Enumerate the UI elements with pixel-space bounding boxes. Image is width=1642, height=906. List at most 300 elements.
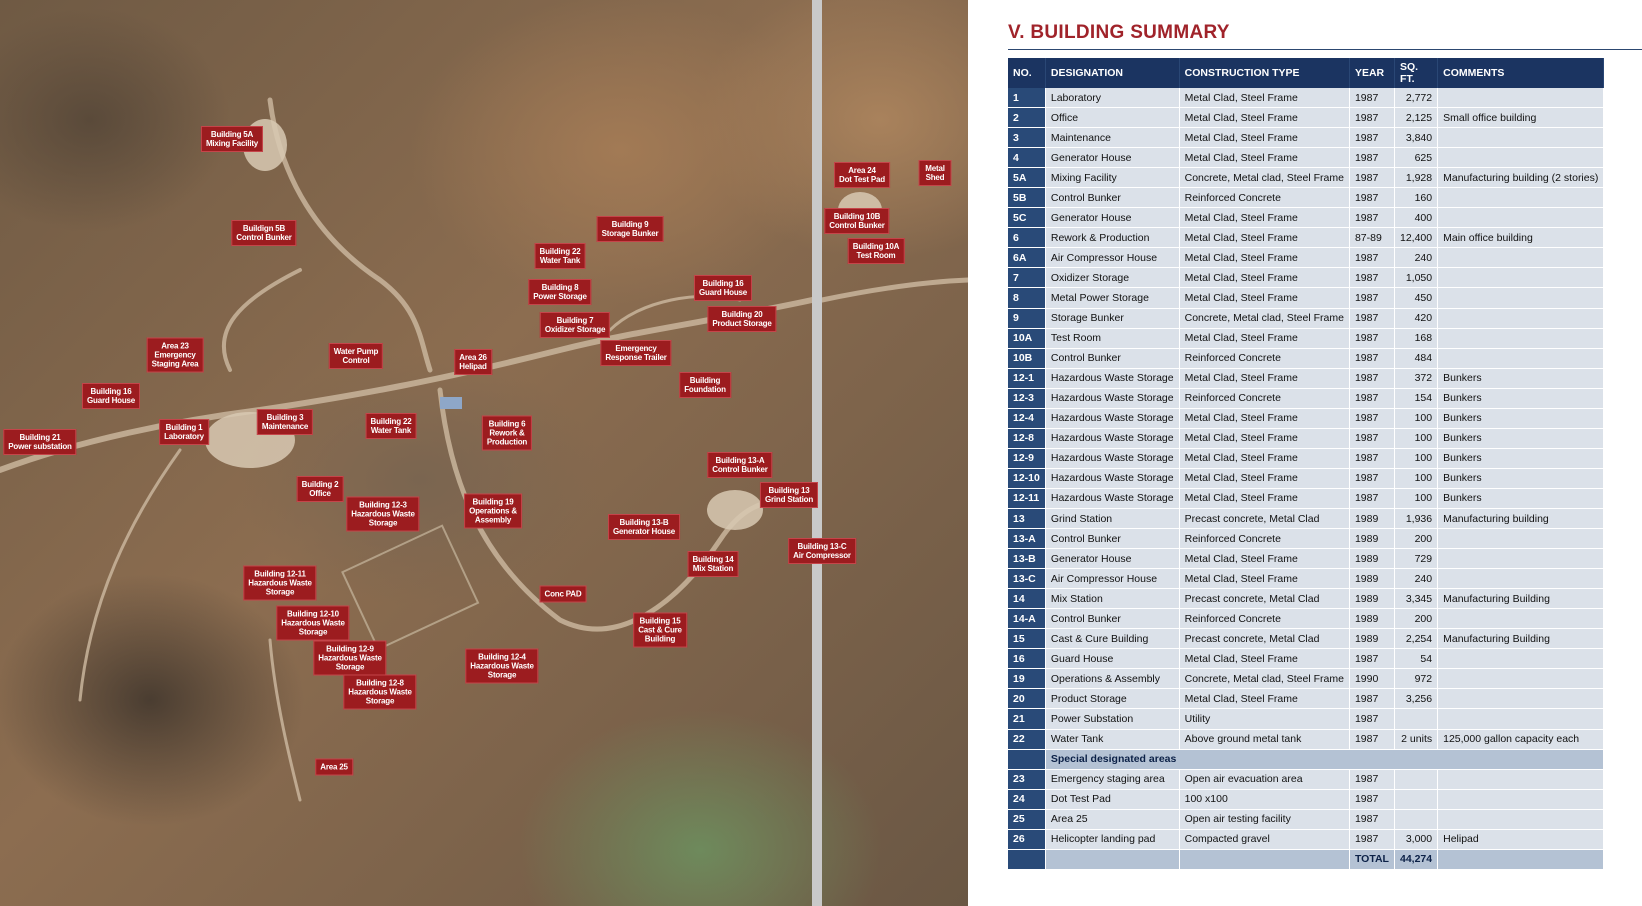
cell-designation: Grind Station: [1046, 509, 1180, 529]
cell-comments: [1438, 689, 1604, 709]
table-row: [1008, 148, 1604, 168]
cell-designation: Metal Power Storage: [1046, 288, 1180, 308]
map-label: Building 19 Operations & Assembly: [464, 494, 522, 529]
table-row: [1008, 830, 1604, 850]
cell-sq-ft: 1,928: [1395, 168, 1438, 188]
map-label: Building 12-4 Hazardous Waste Storage: [465, 649, 538, 684]
cell-comments: Bunkers: [1438, 469, 1604, 489]
header-sq-ft: SQ. FT.: [1395, 58, 1438, 88]
map-label: Building 12-10 Hazardous Waste Storage: [276, 606, 349, 641]
cell-construction-type: Metal Clad, Steel Frame: [1180, 449, 1350, 469]
cell-comments: Bunkers: [1438, 489, 1604, 509]
map-label: Building 10A Test Room: [848, 238, 905, 264]
cell-no: 13-B: [1008, 549, 1046, 569]
cell-no: 26: [1008, 830, 1046, 850]
cell-comments: [1438, 569, 1604, 589]
cell-comments: Manufacturing Building: [1438, 629, 1604, 649]
cell-construction-type: Metal Clad, Steel Frame: [1180, 148, 1350, 168]
cell-designation: Hazardous Waste Storage: [1046, 409, 1180, 429]
cell-sq-ft: 420: [1395, 309, 1438, 329]
cell-no: 5A: [1008, 168, 1046, 188]
cell-construction-type: Metal Clad, Steel Frame: [1180, 208, 1350, 228]
total-spacer: [1046, 850, 1180, 870]
title-rule: [1008, 49, 1642, 50]
map-label: Building Foundation: [679, 372, 731, 398]
cell-construction-type: Open air evacuation area: [1180, 770, 1350, 790]
map-label: Building 20 Product Storage: [707, 306, 776, 332]
map-label: Metal Shed: [919, 160, 952, 186]
map-label: Building 6 Rework & Production: [482, 416, 532, 451]
cell-sq-ft: [1395, 709, 1438, 729]
table-header-row: [1008, 58, 1604, 88]
cell-designation: Generator House: [1046, 148, 1180, 168]
cell-comments: [1438, 128, 1604, 148]
cell-no: 12-1: [1008, 369, 1046, 389]
table-row: [1008, 309, 1604, 329]
total-spacer: [1180, 850, 1350, 870]
cell-year: 1987: [1350, 248, 1395, 268]
cell-construction-type: Precast concrete, Metal Clad: [1180, 589, 1350, 609]
table-row: [1008, 248, 1604, 268]
cell-designation: Maintenance: [1046, 128, 1180, 148]
cell-no: 10A: [1008, 329, 1046, 349]
cell-sq-ft: 372: [1395, 369, 1438, 389]
cell-no: 14-A: [1008, 609, 1046, 629]
cell-designation: Office: [1046, 108, 1180, 128]
table-row: [1008, 549, 1604, 569]
map-label: Building 16 Guard House: [82, 383, 140, 409]
cell-sq-ft: 200: [1395, 529, 1438, 549]
cell-no: 9: [1008, 309, 1046, 329]
cell-year: 1989: [1350, 569, 1395, 589]
cell-year: 1987: [1350, 188, 1395, 208]
cell-comments: [1438, 529, 1604, 549]
cell-construction-type: Precast concrete, Metal Clad: [1180, 509, 1350, 529]
map-label: Buildign 5B Control Bunker: [231, 220, 296, 246]
cell-sq-ft: 625: [1395, 148, 1438, 168]
cell-no: 14: [1008, 589, 1046, 609]
cell-no: 8: [1008, 288, 1046, 308]
cell-year: 1987: [1350, 88, 1395, 108]
cell-year: 1987: [1350, 709, 1395, 729]
map-label: Building 21 Power substation: [3, 429, 76, 455]
cell-comments: Manufacturing building (2 stories): [1438, 168, 1604, 188]
table-row: [1008, 609, 1604, 629]
cell-construction-type: Reinforced Concrete: [1180, 529, 1350, 549]
cell-construction-type: Precast concrete, Metal Clad: [1180, 629, 1350, 649]
cell-construction-type: Reinforced Concrete: [1180, 188, 1350, 208]
cell-comments: Bunkers: [1438, 369, 1604, 389]
cell-no: 12-3: [1008, 389, 1046, 409]
header-year: YEAR: [1350, 58, 1395, 88]
cell-no: 20: [1008, 689, 1046, 709]
table-row: [1008, 108, 1604, 128]
cell-no: 13: [1008, 509, 1046, 529]
cell-comments: Helipad: [1438, 830, 1604, 850]
cell-no: 23: [1008, 770, 1046, 790]
map-label: Building 8 Power Storage: [528, 279, 591, 305]
cell-sq-ft: 2,772: [1395, 88, 1438, 108]
cell-no: 21: [1008, 709, 1046, 729]
map-label: Building 13-C Air Compressor: [788, 538, 856, 564]
cell-construction-type: Reinforced Concrete: [1180, 389, 1350, 409]
total-row: [1008, 850, 1604, 870]
cell-no: 16: [1008, 649, 1046, 669]
cell-construction-type: Metal Clad, Steel Frame: [1180, 128, 1350, 148]
map-label: Building 7 Oxidizer Storage: [540, 312, 610, 338]
cell-designation: Air Compressor House: [1046, 248, 1180, 268]
cell-comments: Manufacturing building: [1438, 509, 1604, 529]
cell-comments: 125,000 gallon capacity each: [1438, 730, 1604, 750]
total-label: TOTAL: [1350, 850, 1395, 870]
cell-designation: Generator House: [1046, 208, 1180, 228]
table-row: [1008, 329, 1604, 349]
cell-year: 1987: [1350, 810, 1395, 830]
cell-designation: Air Compressor House: [1046, 569, 1180, 589]
table-row: [1008, 709, 1604, 729]
cell-designation: Rework & Production: [1046, 228, 1180, 248]
cell-sq-ft: 1,936: [1395, 509, 1438, 529]
map-label: Building 12-11 Hazardous Waste Storage: [243, 566, 316, 601]
cell-construction-type: Metal Clad, Steel Frame: [1180, 329, 1350, 349]
cell-construction-type: Metal Clad, Steel Frame: [1180, 469, 1350, 489]
cell-construction-type: Metal Clad, Steel Frame: [1180, 569, 1350, 589]
cell-no: 13-A: [1008, 529, 1046, 549]
cell-sq-ft: 100: [1395, 489, 1438, 509]
total-value: 44,274: [1395, 850, 1438, 870]
cell-year: 1989: [1350, 629, 1395, 649]
cell-comments: Bunkers: [1438, 429, 1604, 449]
cell-comments: [1438, 148, 1604, 168]
cell-sq-ft: 200: [1395, 609, 1438, 629]
map-label: Building 16 Guard House: [694, 275, 752, 301]
cell-year: 1987: [1350, 649, 1395, 669]
cell-designation: Dot Test Pad: [1046, 790, 1180, 810]
cell-no: 6: [1008, 228, 1046, 248]
cell-year: 1987: [1350, 730, 1395, 750]
cell-designation: Hazardous Waste Storage: [1046, 389, 1180, 409]
cell-construction-type: Concrete, Metal clad, Steel Frame: [1180, 309, 1350, 329]
cell-construction-type: Metal Clad, Steel Frame: [1180, 268, 1350, 288]
cell-construction-type: Metal Clad, Steel Frame: [1180, 649, 1350, 669]
cell-construction-type: Metal Clad, Steel Frame: [1180, 489, 1350, 509]
special-areas-label: Special designated areas: [1046, 750, 1605, 770]
cell-year: 1987: [1350, 108, 1395, 128]
table-row: [1008, 669, 1604, 689]
cell-no: 5B: [1008, 188, 1046, 208]
cell-sq-ft: 450: [1395, 288, 1438, 308]
table-row: [1008, 389, 1604, 409]
cell-year: 1989: [1350, 549, 1395, 569]
cell-construction-type: Metal Clad, Steel Frame: [1180, 88, 1350, 108]
cell-sq-ft: 240: [1395, 569, 1438, 589]
cell-comments: [1438, 188, 1604, 208]
table-body: [1008, 88, 1604, 870]
table-row: [1008, 128, 1604, 148]
map-label: Area 25: [315, 759, 353, 776]
cell-no: 10B: [1008, 349, 1046, 369]
cell-comments: [1438, 349, 1604, 369]
cell-sq-ft: 2 units: [1395, 730, 1438, 750]
cell-construction-type: Metal Clad, Steel Frame: [1180, 689, 1350, 709]
page-gutter: [812, 0, 822, 906]
cell-construction-type: Open air testing facility: [1180, 810, 1350, 830]
cell-designation: Power Substation: [1046, 709, 1180, 729]
cell-construction-type: Above ground metal tank: [1180, 730, 1350, 750]
cell-designation: Cast & Cure Building: [1046, 629, 1180, 649]
cell-year: 1987: [1350, 770, 1395, 790]
cell-designation: Area 25: [1046, 810, 1180, 830]
cell-year: 1987: [1350, 168, 1395, 188]
cell-year: 1987: [1350, 148, 1395, 168]
cell-designation: Hazardous Waste Storage: [1046, 369, 1180, 389]
table-row: [1008, 409, 1604, 429]
cell-sq-ft: 100: [1395, 429, 1438, 449]
section-title: V. BUILDING SUMMARY: [1008, 22, 1230, 43]
cell-year: 1987: [1350, 309, 1395, 329]
cell-sq-ft: 972: [1395, 669, 1438, 689]
cell-year: 1987: [1350, 329, 1395, 349]
header-comments: COMMENTS: [1438, 58, 1604, 88]
cell-sq-ft: 168: [1395, 329, 1438, 349]
cell-year: 1987: [1350, 429, 1395, 449]
cell-sq-ft: 2,254: [1395, 629, 1438, 649]
map-label: Area 26 Helipad: [454, 349, 492, 375]
map-label: Conc PAD: [540, 586, 587, 603]
header-construction-type: CONSTRUCTION TYPE: [1180, 58, 1350, 88]
cell-sq-ft: 100: [1395, 469, 1438, 489]
cell-no: 12-8: [1008, 429, 1046, 449]
cell-year: 1987: [1350, 409, 1395, 429]
cell-designation: Hazardous Waste Storage: [1046, 489, 1180, 509]
cell-comments: Small office building: [1438, 108, 1604, 128]
cell-designation: Control Bunker: [1046, 529, 1180, 549]
cell-year: 1987: [1350, 389, 1395, 409]
cell-designation: Storage Bunker: [1046, 309, 1180, 329]
cell-construction-type: Metal Clad, Steel Frame: [1180, 369, 1350, 389]
cell-year: 1987: [1350, 790, 1395, 810]
cell-no: 13-C: [1008, 569, 1046, 589]
cell-comments: [1438, 268, 1604, 288]
cell-year: 1989: [1350, 609, 1395, 629]
cell-no: 3: [1008, 128, 1046, 148]
table-row: [1008, 88, 1604, 108]
cell-construction-type: Metal Clad, Steel Frame: [1180, 228, 1350, 248]
table-row: [1008, 790, 1604, 810]
cell-sq-ft: 100: [1395, 409, 1438, 429]
cell-comments: [1438, 208, 1604, 228]
map-label: Building 12-3 Hazardous Waste Storage: [346, 497, 419, 532]
cell-designation: Hazardous Waste Storage: [1046, 429, 1180, 449]
cell-comments: Manufacturing Building: [1438, 589, 1604, 609]
table-row: [1008, 288, 1604, 308]
map-label: Building 9 Storage Bunker: [597, 216, 664, 242]
map-label: Building 1 Laboratory: [159, 419, 209, 445]
cell-year: 1987: [1350, 489, 1395, 509]
table-row: [1008, 188, 1604, 208]
table-row: [1008, 589, 1604, 609]
table-row: [1008, 689, 1604, 709]
cell-comments: Bunkers: [1438, 409, 1604, 429]
map-label: Emergency Response Trailer: [600, 340, 671, 366]
cell-no: 12-11: [1008, 489, 1046, 509]
cell-designation: Product Storage: [1046, 689, 1180, 709]
cell-construction-type: Metal Clad, Steel Frame: [1180, 288, 1350, 308]
cell-designation: Control Bunker: [1046, 188, 1180, 208]
cell-comments: Bunkers: [1438, 389, 1604, 409]
map-label: Building 12-8 Hazardous Waste Storage: [343, 675, 416, 710]
cell-sq-ft: 729: [1395, 549, 1438, 569]
header-designation: DESIGNATION: [1046, 58, 1180, 88]
special-areas-marker: [1008, 750, 1046, 770]
cell-construction-type: Reinforced Concrete: [1180, 349, 1350, 369]
map-label: Area 24 Dot Test Pad: [834, 162, 890, 188]
cell-construction-type: Compacted gravel: [1180, 830, 1350, 850]
cell-year: 1987: [1350, 349, 1395, 369]
cell-year: 87-89: [1350, 228, 1395, 248]
table-row: [1008, 529, 1604, 549]
cell-designation: Control Bunker: [1046, 349, 1180, 369]
cell-construction-type: Utility: [1180, 709, 1350, 729]
cell-comments: [1438, 669, 1604, 689]
cell-comments: Main office building: [1438, 228, 1604, 248]
cell-construction-type: Metal Clad, Steel Frame: [1180, 549, 1350, 569]
cell-construction-type: Metal Clad, Steel Frame: [1180, 248, 1350, 268]
table-row: [1008, 649, 1604, 669]
cell-sq-ft: 160: [1395, 188, 1438, 208]
cell-year: 1987: [1350, 268, 1395, 288]
table-row: [1008, 469, 1604, 489]
cell-sq-ft: 3,256: [1395, 689, 1438, 709]
table-row: [1008, 509, 1604, 529]
map-label: Building 13-B Generator House: [608, 514, 680, 540]
table-row: [1008, 449, 1604, 469]
cell-sq-ft: 3,345: [1395, 589, 1438, 609]
cell-comments: [1438, 609, 1604, 629]
table-row: [1008, 228, 1604, 248]
cell-sq-ft: 3,840: [1395, 128, 1438, 148]
table-row: [1008, 569, 1604, 589]
cell-no: 1: [1008, 88, 1046, 108]
total-spacer: [1438, 850, 1604, 870]
map-label: Building 5A Mixing Facility: [201, 126, 263, 152]
building-summary-panel: [968, 0, 1642, 906]
cell-designation: Mixing Facility: [1046, 168, 1180, 188]
cell-no: 7: [1008, 268, 1046, 288]
cell-designation: Laboratory: [1046, 88, 1180, 108]
cell-no: 24: [1008, 790, 1046, 810]
cell-designation: Water Tank: [1046, 730, 1180, 750]
cell-designation: Oxidizer Storage: [1046, 268, 1180, 288]
cell-year: 1987: [1350, 369, 1395, 389]
cell-sq-ft: 400: [1395, 208, 1438, 228]
cell-no: 12-9: [1008, 449, 1046, 469]
cell-no: 12-4: [1008, 409, 1046, 429]
cell-no: 2: [1008, 108, 1046, 128]
cell-comments: [1438, 288, 1604, 308]
table-row: [1008, 349, 1604, 369]
cell-year: 1987: [1350, 288, 1395, 308]
cell-sq-ft: 2,125: [1395, 108, 1438, 128]
cell-year: 1987: [1350, 689, 1395, 709]
table-row: [1008, 489, 1604, 509]
cell-designation: Helicopter landing pad: [1046, 830, 1180, 850]
cell-sq-ft: 54: [1395, 649, 1438, 669]
cell-comments: [1438, 88, 1604, 108]
cell-construction-type: Metal Clad, Steel Frame: [1180, 429, 1350, 449]
cell-comments: [1438, 549, 1604, 569]
cell-sq-ft: 12,400: [1395, 228, 1438, 248]
cell-sq-ft: [1395, 790, 1438, 810]
table-row: [1008, 730, 1604, 750]
cell-no: 22: [1008, 730, 1046, 750]
cell-designation: Hazardous Waste Storage: [1046, 469, 1180, 489]
cell-construction-type: Concrete, Metal clad, Steel Frame: [1180, 669, 1350, 689]
cell-designation: Mix Station: [1046, 589, 1180, 609]
cell-comments: [1438, 248, 1604, 268]
building-summary-table: [1008, 58, 1604, 870]
header-no: NO.: [1008, 58, 1046, 88]
cell-designation: Generator House: [1046, 549, 1180, 569]
cell-comments: [1438, 309, 1604, 329]
map-label: Building 15 Cast & Cure Building: [633, 613, 687, 648]
cell-designation: Emergency staging area: [1046, 770, 1180, 790]
cell-comments: [1438, 649, 1604, 669]
map-label: Building 14 Mix Station: [688, 551, 739, 577]
cell-year: 1989: [1350, 529, 1395, 549]
cell-no: 4: [1008, 148, 1046, 168]
cell-year: 1990: [1350, 669, 1395, 689]
cell-year: 1987: [1350, 208, 1395, 228]
cell-construction-type: Concrete, Metal clad, Steel Frame: [1180, 168, 1350, 188]
table-row: [1008, 810, 1604, 830]
table-row: [1008, 770, 1604, 790]
cell-comments: [1438, 810, 1604, 830]
cell-sq-ft: [1395, 770, 1438, 790]
map-label: Building 10B Control Bunker: [824, 208, 889, 234]
cell-year: 1987: [1350, 469, 1395, 489]
cell-sq-ft: 154: [1395, 389, 1438, 409]
cell-no: 19: [1008, 669, 1046, 689]
cell-no: 5C: [1008, 208, 1046, 228]
map-label: Building 22 Water Tank: [535, 243, 586, 269]
cell-designation: Operations & Assembly: [1046, 669, 1180, 689]
cell-year: 1989: [1350, 589, 1395, 609]
cell-sq-ft: 3,000: [1395, 830, 1438, 850]
total-marker: [1008, 850, 1046, 870]
cell-sq-ft: [1395, 810, 1438, 830]
cell-comments: Bunkers: [1438, 449, 1604, 469]
cell-construction-type: Metal Clad, Steel Frame: [1180, 108, 1350, 128]
map-label: Building 3 Maintenance: [257, 409, 313, 435]
cell-designation: Hazardous Waste Storage: [1046, 449, 1180, 469]
cell-no: 25: [1008, 810, 1046, 830]
map-label: Building 2 Office: [297, 476, 344, 502]
map-label: Building 12-9 Hazardous Waste Storage: [313, 641, 386, 676]
cell-comments: [1438, 770, 1604, 790]
cell-sq-ft: 484: [1395, 349, 1438, 369]
cell-designation: Guard House: [1046, 649, 1180, 669]
cell-comments: [1438, 790, 1604, 810]
cell-year: 1987: [1350, 830, 1395, 850]
cell-year: 1987: [1350, 449, 1395, 469]
cell-construction-type: Metal Clad, Steel Frame: [1180, 409, 1350, 429]
cell-no: 12-10: [1008, 469, 1046, 489]
table-row: [1008, 268, 1604, 288]
map-label: Building 13 Grind Station: [760, 482, 818, 508]
map-label: Water Pump Control: [329, 343, 383, 369]
cell-no: 15: [1008, 629, 1046, 649]
